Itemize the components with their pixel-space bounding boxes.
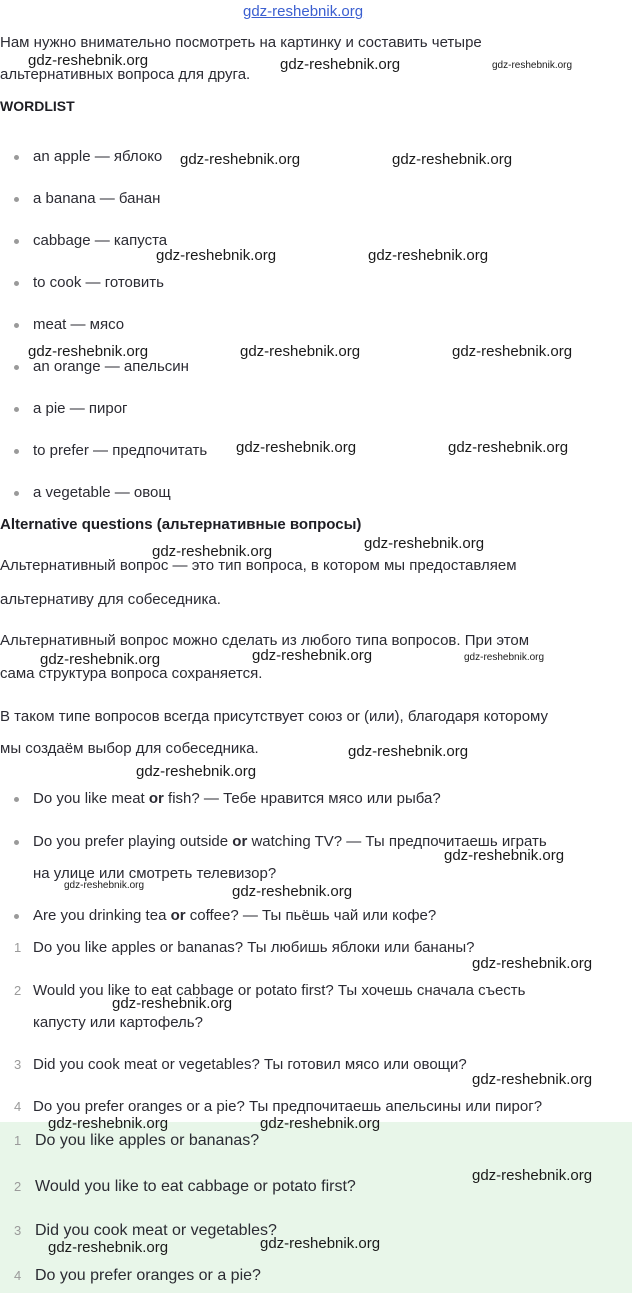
list-item: an orange — апельсин bbox=[33, 358, 189, 375]
theory-p2-line-1: Альтернативный вопрос можно сделать из любого типа вопросов. При этом bbox=[0, 632, 530, 649]
item-number: 1 bbox=[14, 940, 22, 955]
list-item: a banana — банан bbox=[33, 190, 161, 207]
theory-p3-line-2: мы создаём выбор для собеседника. bbox=[0, 740, 259, 757]
watermark: gdz-reshebnik.org bbox=[112, 995, 233, 1012]
watermark: gdz-reshebnik.org bbox=[252, 647, 373, 664]
bullet-icon bbox=[14, 281, 19, 286]
item-number: 4 bbox=[14, 1099, 22, 1114]
watermark: gdz-reshebnik.org bbox=[364, 535, 485, 552]
bullet-icon bbox=[14, 323, 19, 328]
watermark: gdz-reshebnik.org bbox=[260, 1235, 381, 1252]
watermark: gdz-reshebnik.org bbox=[48, 1115, 169, 1132]
watermark: gdz-reshebnik.org bbox=[28, 343, 149, 360]
watermark: gdz-reshebnik.org bbox=[444, 847, 565, 864]
intro-line-2: альтернативных вопроса для друга. bbox=[0, 66, 251, 83]
bullet-icon bbox=[14, 449, 19, 454]
watermark: gdz-reshebnik.org bbox=[260, 1115, 381, 1132]
watermark: gdz-reshebnik.org bbox=[448, 439, 569, 456]
numbered-item: Do you like apples or bananas? Ты любишь яблоки или бананы? bbox=[33, 939, 475, 956]
intro-line-1: Нам нужно внимательно посмотреть на картинку и составить четыре bbox=[0, 34, 482, 51]
theory-p1-line-2: альтернативу для собеседника. bbox=[0, 591, 221, 608]
watermark: gdz-reshebnik.org bbox=[232, 883, 353, 900]
watermark: gdz-reshebnik.org bbox=[240, 343, 361, 360]
list-item: a vegetable — овощ bbox=[33, 484, 171, 501]
numbered-item-continued: капусту или картофель? bbox=[33, 1014, 203, 1031]
watermark: gdz-reshebnik.org bbox=[152, 543, 273, 560]
watermark: gdz-reshebnik.org bbox=[280, 56, 401, 73]
answer-number: 4 bbox=[14, 1268, 22, 1283]
watermark: gdz-reshebnik.org bbox=[156, 247, 277, 264]
bullet-icon bbox=[14, 840, 19, 845]
list-item: to cook — готовить bbox=[33, 274, 164, 291]
bullet-icon bbox=[14, 797, 19, 802]
item-number: 2 bbox=[14, 983, 22, 998]
watermark: gdz-reshebnik.org bbox=[40, 651, 161, 668]
watermark: gdz-reshebnik.org bbox=[236, 439, 357, 456]
theory-p2-line-2: сама структура вопроса сохраняется. bbox=[0, 665, 263, 682]
watermark: gdz-reshebnik.org bbox=[472, 1167, 593, 1184]
answer-item: Would you like to eat cabbage or potato first? bbox=[35, 1178, 356, 1195]
numbered-item: Do you prefer oranges or a pie? Ты предпочитаешь апельсины или пирог? bbox=[33, 1098, 543, 1115]
watermark: gdz-reshebnik.org bbox=[136, 763, 257, 780]
theory-p3-line-1: В таком типе вопросов всегда присутствует союз or (или), благодаря которому bbox=[0, 708, 549, 725]
item-number: 3 bbox=[14, 1057, 22, 1072]
watermark: gdz-reshebnik.org bbox=[28, 52, 149, 69]
bullet-icon bbox=[14, 155, 19, 160]
watermark: gdz-reshebnik.org bbox=[368, 247, 489, 264]
watermark: gdz-reshebnik.org bbox=[472, 1071, 593, 1088]
example-item-continued: на улице или смотреть телевизор? bbox=[33, 865, 277, 882]
theory-heading: Alternative questions (альтернативные вопросы) bbox=[0, 516, 362, 533]
bullet-icon bbox=[14, 407, 19, 412]
wordlist-heading: WORDLIST bbox=[0, 98, 75, 114]
example-item: Do you prefer playing outside or watching TV? — Ты предпочитаешь играть bbox=[33, 833, 547, 850]
list-item: an apple — яблоко bbox=[33, 148, 163, 165]
watermark: gdz-reshebnik.org bbox=[64, 880, 145, 891]
theory-p1-line-1: Альтернативный вопрос — это тип вопроса, в котором мы предоставляем bbox=[0, 557, 517, 574]
watermark: gdz-reshebnik.org bbox=[472, 955, 593, 972]
bullet-icon bbox=[14, 914, 19, 919]
bullet-icon bbox=[14, 239, 19, 244]
list-item: a pie — пирог bbox=[33, 400, 128, 417]
watermark: gdz-reshebnik.org bbox=[48, 1239, 169, 1256]
answer-number: 1 bbox=[14, 1133, 22, 1148]
answer-number: 3 bbox=[14, 1223, 22, 1238]
list-item: to prefer — предпочитать bbox=[33, 442, 208, 459]
numbered-item: Did you cook meat or vegetables? Ты готовил мясо или овощи? bbox=[33, 1056, 467, 1073]
answer-number: 2 bbox=[14, 1179, 22, 1194]
answer-item: Do you like apples or bananas? bbox=[35, 1132, 260, 1149]
bullet-icon bbox=[14, 491, 19, 496]
watermark: gdz-reshebnik.org bbox=[492, 60, 573, 71]
list-item: meat — мясо bbox=[33, 316, 125, 333]
numbered-item: Would you like to eat cabbage or potato first? Ты хочешь сначала съесть bbox=[33, 982, 526, 999]
watermark-top-link[interactable]: gdz-reshebnik.org bbox=[243, 3, 364, 20]
answer-item: Do you prefer oranges or a pie? bbox=[35, 1267, 261, 1284]
watermark: gdz-reshebnik.org bbox=[180, 151, 301, 168]
watermark: gdz-reshebnik.org bbox=[348, 743, 469, 760]
watermark: gdz-reshebnik.org bbox=[452, 343, 573, 360]
list-item: cabbage — капуста bbox=[33, 232, 168, 249]
bullet-icon bbox=[14, 365, 19, 370]
answer-item: Did you cook meat or vegetables? bbox=[35, 1222, 277, 1239]
watermark: gdz-reshebnik.org bbox=[464, 652, 545, 663]
bullet-icon bbox=[14, 197, 19, 202]
watermark: gdz-reshebnik.org bbox=[392, 151, 513, 168]
example-item: Are you drinking tea or coffee? — Ты пьёшь чай или кофе? bbox=[33, 907, 437, 924]
example-item: Do you like meat or fish? — Тебе нравится мясо или рыба? bbox=[33, 790, 441, 807]
